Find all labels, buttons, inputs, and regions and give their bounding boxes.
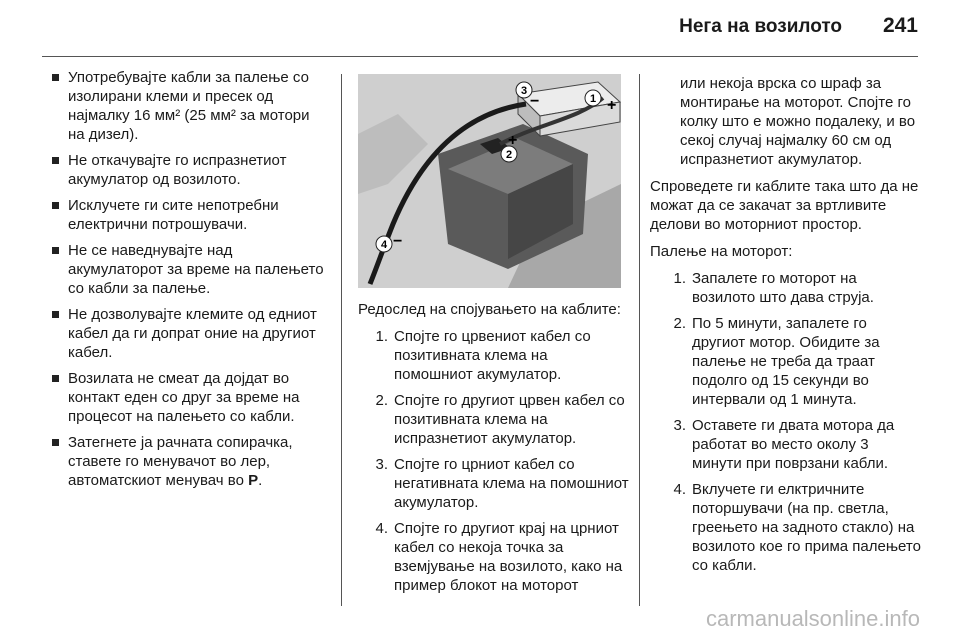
right-column bbox=[650, 74, 922, 582]
column-divider-1 bbox=[341, 74, 342, 606]
page-number: 241 bbox=[882, 14, 918, 37]
jump-start-illustration bbox=[358, 74, 621, 288]
start-heading: Палење на моторот: bbox=[650, 243, 793, 260]
bullet-item: Не се наведнувајте над акумулаторот за време на палењето со кабли за палење. bbox=[48, 241, 330, 298]
bullet-item: Не откачувајте го испразнетиот акумулатор од возилото. bbox=[48, 151, 330, 189]
list-item: 4. Вклучете ги елктричните поторшувачи (на пр. светла, греењето на задното стакло) на возилото кое го прима палењето со кабли. bbox=[673, 481, 921, 574]
page-title: Нега на возилото bbox=[679, 16, 842, 37]
list-item: 3. Оставете ги двата мотора да работат во место околу 3 минути при поврзани кабли. bbox=[673, 417, 895, 472]
list-item: 1. Спојте го црвениот кабел со позитивната клема на помошниот акумулатор. bbox=[375, 328, 591, 383]
plus-label-2: + bbox=[508, 132, 518, 149]
bullet-item: Затегнете ја рачната сопирачка, ставете го менувачот во лер, автоматскиот менувач во P. bbox=[48, 433, 330, 490]
list-item: 2. По 5 минути, запалете го другиот мотор. Обидите за палење не треба да траат подолго од 15 секунди во интервали од 1 минута. bbox=[673, 315, 880, 408]
minus-label-4: − bbox=[393, 233, 403, 250]
continuation-text: или некоја врска со шраф за монтирање на моторот. Спојте го колку што е можно подалеку, и во секој случај најмалку 60 см од испразнетиот акумулатор. bbox=[680, 75, 916, 168]
callout-3: 3 bbox=[520, 85, 528, 97]
bullet-item: Употребувајте кабли за палење со изолирани клеми и пресек од најмалку 16 мм² (25 мм² за мотори на дизел). bbox=[48, 68, 330, 144]
list-item: 4. Спојте го другиот крај на црниот кабел со некоја точка за вземјување на возилото, како на пример блокот на моторот bbox=[375, 520, 623, 594]
middle-column bbox=[358, 300, 630, 602]
bullet-item: Возилата не смеат да дојдат во контакт еден со друг за време на процесот на палењето со кабли. bbox=[48, 369, 330, 426]
sequence-intro: Редослед на спојувањето на каблите: bbox=[358, 301, 621, 318]
bullet-item: Не дозволувајте клемите од едниот кабел да ги допрат оние на другиот кабел. bbox=[48, 305, 330, 362]
header-divider bbox=[42, 56, 918, 57]
callout-4: 4 bbox=[380, 239, 388, 251]
left-column bbox=[48, 68, 330, 497]
column-divider-2 bbox=[639, 74, 640, 606]
watermark: carmanualsonline.info bbox=[705, 606, 920, 631]
engine-bay-drawing bbox=[358, 74, 621, 288]
list-item: 3. Спојте го црниот кабел со негативната клема на помошниот акумулатор. bbox=[375, 456, 629, 511]
list-item: 2. Спојте го другиот црвен кабел со позитивната клема на испразнетиот акумулатор. bbox=[375, 392, 625, 447]
bullet-item: Исклучете ги сите непотребни електрични потрошувачи. bbox=[48, 196, 330, 234]
gear-symbol: P bbox=[248, 472, 259, 489]
callout-1: 1 bbox=[589, 93, 597, 105]
list-item: 1. Запалете го моторот на возилото што дава струја. bbox=[673, 270, 874, 306]
plus-label-1: + bbox=[607, 97, 617, 114]
routing-text: Спроведете ги каблите така што да не можат да се закачат за вртливите делови во моторниот простор. bbox=[650, 178, 919, 233]
minus-label-3: − bbox=[530, 93, 540, 110]
callout-2: 2 bbox=[505, 149, 513, 161]
